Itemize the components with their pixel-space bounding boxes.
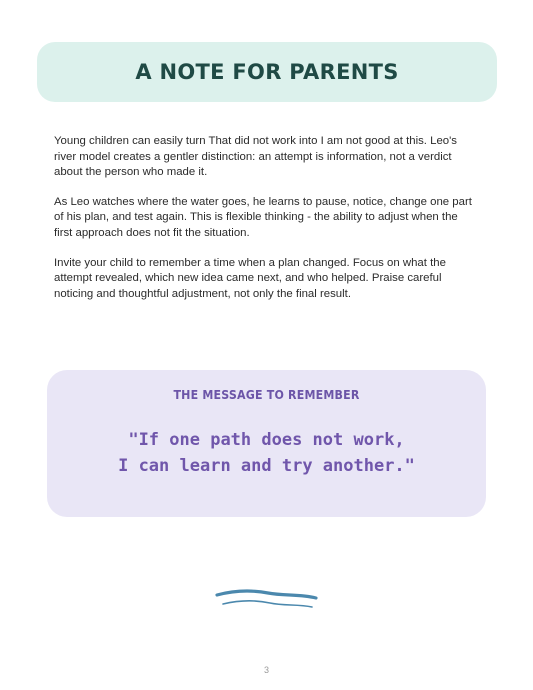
paragraph-3: Invite your child to remember a time when a plan changed. Focus on what the attempt revealed, which new idea came next, and who helped. Praise careful noticing and thoughtful adjustment, not only the final result.: [54, 256, 446, 300]
wave-line-lower: [223, 601, 312, 607]
page-title: A NOTE FOR PARENTS: [135, 60, 399, 84]
page-number: 3: [263, 665, 269, 675]
wave-icon: [214, 586, 320, 612]
title-banner: [37, 42, 497, 102]
body-text: [54, 134, 474, 316]
message-card: [47, 370, 486, 517]
message-heading: THE MESSAGE TO REMEMBER: [173, 388, 360, 402]
wave-line-upper: [217, 591, 316, 598]
paragraph-1: Young children can easily turn That did not work into I am not good at this. Leo's river model creates a gentler distinction: an attempt is information, not a verdict about the person who made it.: [54, 135, 457, 179]
quote-line-1: "If one path does not work,: [128, 430, 405, 450]
paragraph-2: As Leo watches where the water goes, he learns to pause, notice, change one part of his plan, and test again. This is flexible thinking - the ability to adjust when the first approach does not fit the situation.: [54, 195, 472, 239]
message-quote: [47, 427, 486, 479]
quote-line-2: I can learn and try another.": [118, 456, 415, 476]
